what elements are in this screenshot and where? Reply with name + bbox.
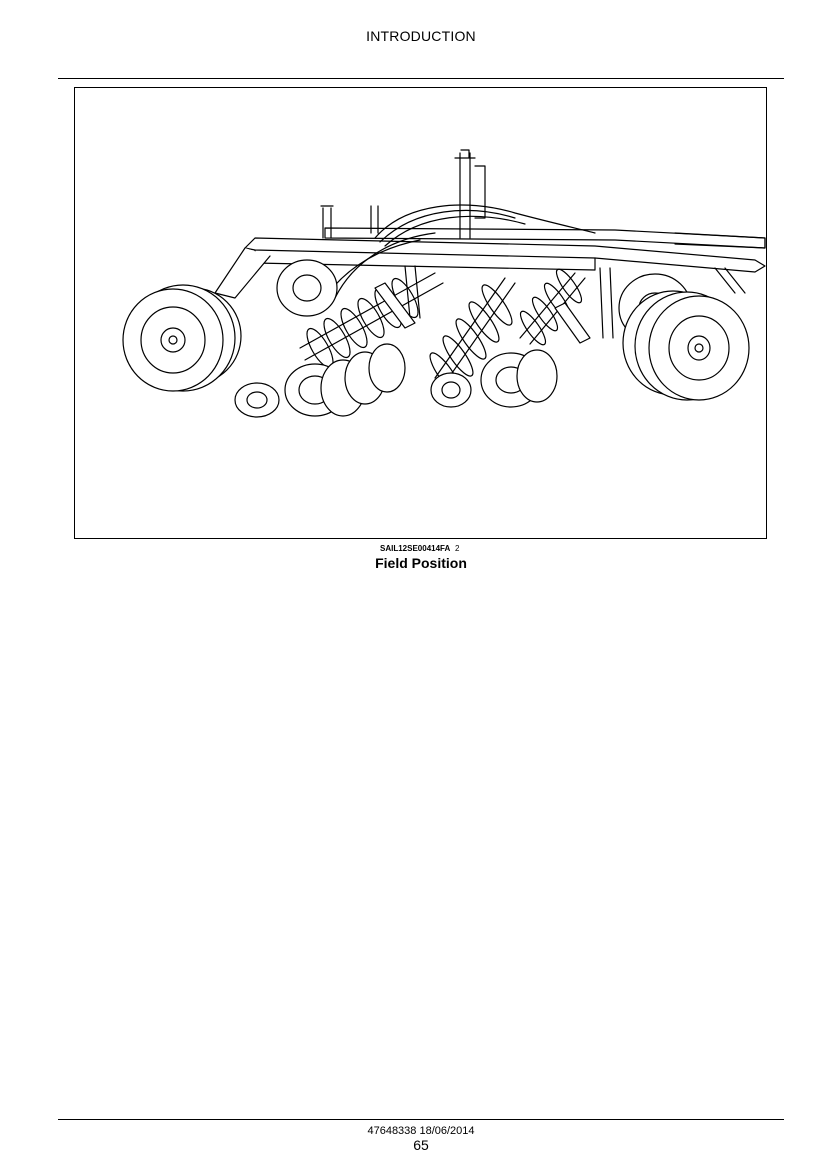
figure-image-id: SAIL12SE00414FA	[380, 544, 451, 553]
page-number: 65	[413, 1137, 429, 1153]
field-position-illustration	[75, 88, 766, 538]
figure-frame	[74, 87, 767, 539]
figure-number: 2	[455, 544, 460, 553]
footer-rule	[58, 1119, 784, 1120]
footer-doc-info: 47648338 18/06/2014	[367, 1125, 475, 1137]
header-rule	[58, 78, 784, 79]
section-title: INTRODUCTION	[366, 28, 476, 44]
figure-caption: Field Position	[375, 555, 467, 571]
